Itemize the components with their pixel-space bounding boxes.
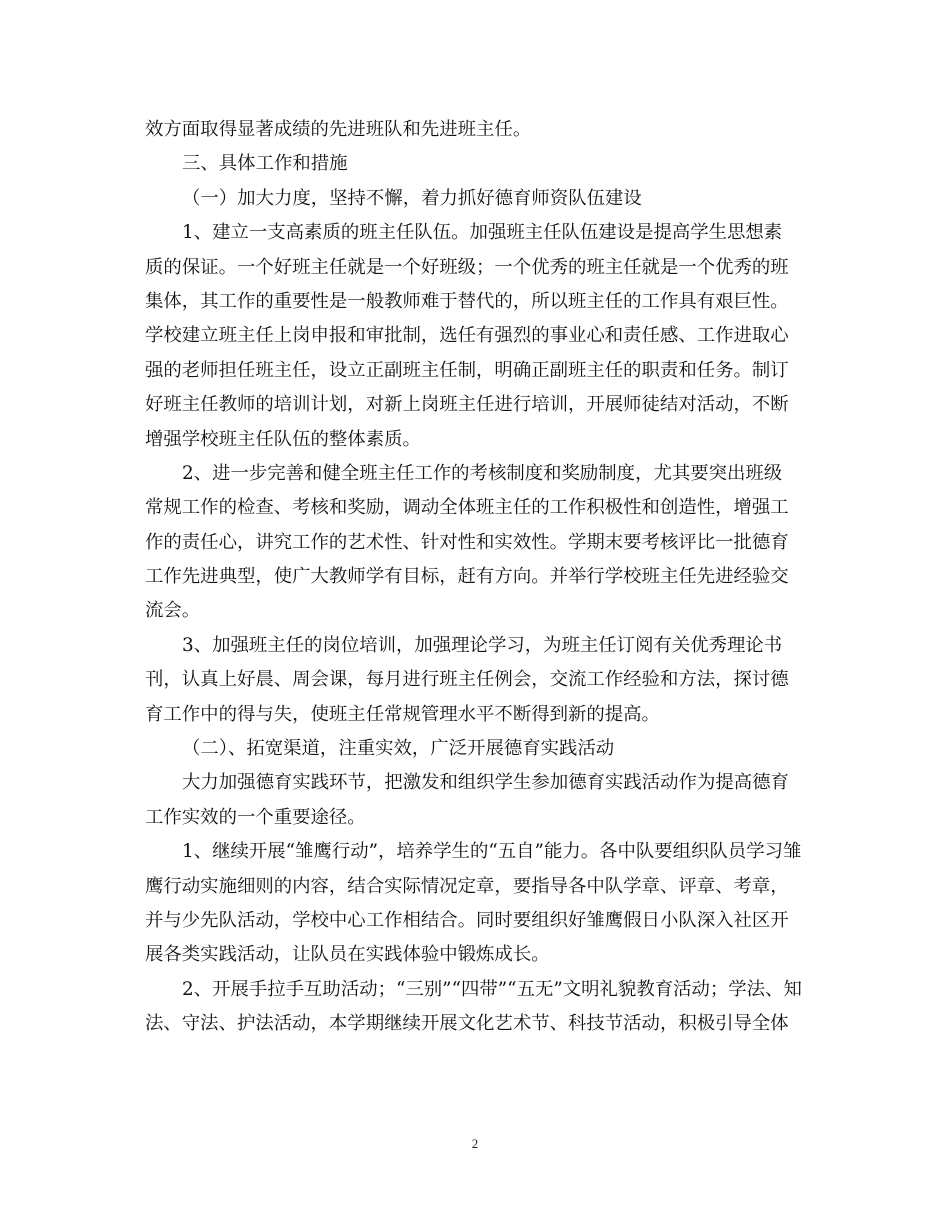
text-line: 三、具体工作和措施 <box>182 153 348 175</box>
text-line: 工作实效的一个重要途径。 <box>145 806 366 828</box>
text-line: 大力加强德育实践环节，把激发和组织学生参加德育实践活动作为提高德育 <box>182 772 789 794</box>
text-line: 质的保证。一个好班主任就是一个好班级；一个优秀的班主任就是一个优秀的班 <box>145 256 789 278</box>
text-line: 好班主任教师的培训计划，对新上岗班主任进行培训，开展师徒结对活动，不断 <box>145 394 789 416</box>
text-line: 法、守法、护法活动，本学期继续开展文化艺术节、科技节活动，积极引导全体 <box>145 1013 789 1035</box>
text-line: 学校建立班主任上岗申报和审批制，选任有强烈的事业心和责任感、工作进取心 <box>145 325 789 347</box>
text-line: 集体，其工作的重要性是一般教师难于替代的，所以班主任的工作具有艰巨性。 <box>145 290 789 312</box>
page-number: 2 <box>471 1136 479 1151</box>
text-line: 育工作中的得与失，使班主任常规管理水平不断得到新的提高。 <box>145 703 660 725</box>
text-line: 鹰行动实施细则的内容，结合实际情况定章，要指导各中队学章、评章、考章， <box>145 875 789 897</box>
text-line: 作的责任心，讲究工作的艺术性、针对性和实效性。学期末要考核评比一批德育 <box>145 531 789 553</box>
text-line: 并与少先队活动，学校中心工作相结合。同时要组织好雏鹰假日小队深入社区开 <box>145 909 789 931</box>
text-line: （二）、拓宽渠道，注重实效，广泛开展德育实践活动 <box>182 738 615 760</box>
text-line: 3、加强班主任的岗位培训，加强理论学习，为班主任订阅有关优秀理论书 <box>182 634 783 656</box>
text-line: 1、建立一支高素质的班主任队伍。加强班主任队伍建设是提高学生思想素 <box>182 222 783 244</box>
text-line: 增强学校班主任队伍的整体素质。 <box>145 428 421 450</box>
text-line: 2、进一步完善和健全班主任工作的考核制度和奖励制度，尤其要突出班级 <box>182 462 783 484</box>
text-line: 效方面取得显著成绩的先进班队和先进班主任。 <box>145 119 532 140</box>
text-line: 流会。 <box>145 600 201 622</box>
text-line: 强的老师担任班主任，设立正副班主任制，明确正副班主任的职责和任务。制订 <box>145 359 789 381</box>
text-line: 常规工作的检查、考核和奖励，调动全体班主任的工作积极性和创造性，增强工 <box>145 497 789 519</box>
text-line: 展各类实践活动，让队员在实践体验中锻炼成长。 <box>145 944 550 966</box>
text-line: 工作先进典型，使广大教师学有目标，赶有方向。并举行学校班主任先进经验交 <box>145 566 789 588</box>
document-body <box>145 113 807 1042</box>
text-line: 1、继续开展“雏鹰行动”，培养学生的“五自”能力。各中队要组织队员学习雏 <box>182 841 802 863</box>
text-line: 刊，认真上好晨、周会课，每月进行班主任例会，交流工作经验和方法，探讨德 <box>145 669 789 691</box>
text-line: （一）加大力度，坚持不懈，着力抓好德育师资队伍建设 <box>182 187 642 209</box>
text-line: 2、开展手拉手互助活动；“三别”“四带”“五无”文明礼貌教育活动；学法、知 <box>182 978 802 1000</box>
